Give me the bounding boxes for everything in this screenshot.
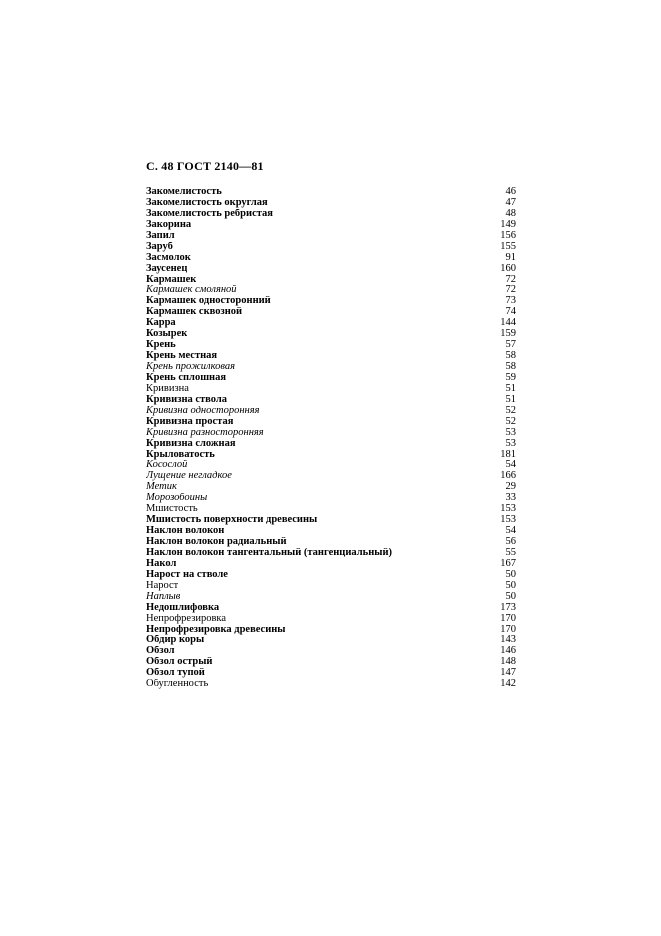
index-term: Засмолок xyxy=(146,252,191,263)
index-term: Крень xyxy=(146,340,176,351)
index-term: Наклон волокон xyxy=(146,526,225,537)
index-entry xyxy=(146,635,516,646)
index-term: Мшистость поверхности древесины xyxy=(146,515,318,526)
index-page-number: 52 xyxy=(505,415,516,427)
index-term: Морозобоины xyxy=(146,493,208,504)
index-term: Заруб xyxy=(146,241,173,252)
index-term: Обдир коры xyxy=(146,635,205,646)
index-term: Крыловатость xyxy=(146,449,215,460)
index-page-number: 181 xyxy=(500,448,516,460)
index-entry xyxy=(146,318,516,329)
index-page-number: 46 xyxy=(505,186,516,197)
index-term: Наклон волокон радиальный xyxy=(146,537,287,547)
index-entry xyxy=(146,231,516,242)
index-term: Кривизна разносторонняя xyxy=(146,427,264,438)
index-entry xyxy=(146,187,516,198)
index-entry xyxy=(146,417,516,428)
index-term: Козырек xyxy=(146,329,188,340)
index-entry xyxy=(146,592,516,603)
index-term: Наклон волокон тангентальный (тангенциальный) xyxy=(146,547,392,558)
index-term: Закомелистость xyxy=(146,187,222,197)
index-entry xyxy=(146,679,516,690)
index-entry xyxy=(146,450,516,461)
index-entry xyxy=(146,264,516,275)
index-page-number: 57 xyxy=(505,339,516,351)
index-page-number: 72 xyxy=(505,284,516,296)
index-term: Нарост xyxy=(146,580,179,591)
index-term: Запил xyxy=(146,230,175,241)
index-entry xyxy=(146,329,516,340)
index-page-number: 166 xyxy=(500,470,516,482)
index-entry xyxy=(146,253,516,264)
index-page-number: 50 xyxy=(505,579,516,591)
index-entry xyxy=(146,625,516,636)
index-entry xyxy=(146,362,516,373)
index-page-number: 33 xyxy=(505,492,516,504)
index-page-number: 53 xyxy=(505,426,516,438)
index-term: Кривизна ствола xyxy=(146,394,228,405)
index-page-number: 156 xyxy=(500,229,516,241)
index-page-number: 48 xyxy=(505,207,516,219)
index-term: Кривизна простая xyxy=(146,416,234,427)
index-entry xyxy=(146,668,516,679)
index-page-number: 51 xyxy=(505,393,516,405)
index-entry xyxy=(146,198,516,209)
page-header: С. 48 ГОСТ 2140—81 xyxy=(146,159,264,173)
index-page-number: 91 xyxy=(505,251,516,263)
index-page-number: 167 xyxy=(500,557,516,569)
index-entry xyxy=(146,428,516,439)
index-page-number: 59 xyxy=(505,371,516,383)
index-term: Закорина xyxy=(146,219,192,230)
index-page-number: 144 xyxy=(500,317,516,329)
index-entry xyxy=(146,220,516,231)
index-entry xyxy=(146,570,516,581)
index-entry xyxy=(146,340,516,351)
index-page-number: 155 xyxy=(500,240,516,252)
index-page-number: 142 xyxy=(500,678,516,690)
index-term: Непрофрезировка xyxy=(146,613,227,624)
index-page-number: 73 xyxy=(505,295,516,307)
index-entry xyxy=(146,285,516,296)
index-entry xyxy=(146,548,516,559)
index-page-number: 29 xyxy=(505,481,516,493)
index-term: Лущение негладкое xyxy=(146,471,232,482)
index-term: Кривизна сложная xyxy=(146,438,236,449)
index-page-number: 170 xyxy=(500,623,516,635)
index-term: Кармашек сквозной xyxy=(146,307,243,318)
index-entry xyxy=(146,559,516,570)
index-page-number: 58 xyxy=(505,361,516,372)
index-entry xyxy=(146,384,516,395)
index-page-number: 173 xyxy=(500,601,516,613)
index-entry xyxy=(146,296,516,307)
index-term: Крень сплошная xyxy=(146,372,227,383)
index-page-number: 47 xyxy=(505,196,516,208)
index-page-number: 143 xyxy=(500,634,516,646)
index-page-number: 170 xyxy=(500,612,516,624)
index-page-number: 54 xyxy=(505,525,516,537)
index-entry xyxy=(146,209,516,220)
index-term: Накол xyxy=(146,558,177,569)
index-term: Обугленность xyxy=(146,679,209,690)
index-term: Кривизна односторонняя xyxy=(146,405,260,416)
index-page-number: 56 xyxy=(505,536,516,547)
index-term: Крень местная xyxy=(146,351,218,362)
index-term: Закомелистость округлая xyxy=(146,197,268,208)
index-page-number: 58 xyxy=(505,350,516,362)
index-page-number: 52 xyxy=(505,404,516,416)
index-entry xyxy=(146,526,516,537)
index-entry xyxy=(146,657,516,668)
index-term: Крень прожилковая xyxy=(146,362,235,372)
index-entry xyxy=(146,515,516,526)
index-page-number: 50 xyxy=(505,568,516,580)
index-term: Недошлифовка xyxy=(146,602,220,613)
index-entry xyxy=(146,242,516,253)
index-entry xyxy=(146,275,516,286)
index-entry xyxy=(146,395,516,406)
index-entry xyxy=(146,614,516,625)
index-page-number: 160 xyxy=(500,262,516,274)
index-page-number: 153 xyxy=(500,514,516,526)
index-page-number: 159 xyxy=(500,328,516,340)
index-entry xyxy=(146,537,516,548)
index-term: Мшистость xyxy=(146,504,198,515)
index-entry xyxy=(146,646,516,657)
index-entry xyxy=(146,504,516,515)
index-term: Кармашек смоляной xyxy=(146,285,237,296)
index-entry xyxy=(146,373,516,384)
index-page-number: 148 xyxy=(500,656,516,668)
index-page-number: 54 xyxy=(505,459,516,471)
index-page-number: 146 xyxy=(500,645,516,657)
index-term: Закомелистость ребристая xyxy=(146,208,273,219)
index-page-number: 72 xyxy=(505,273,516,285)
index-page-number: 74 xyxy=(505,306,516,318)
index-page-number: 149 xyxy=(500,218,516,230)
index-entry xyxy=(146,471,516,482)
index-page-number: 51 xyxy=(505,382,516,394)
index-page-number: 50 xyxy=(505,590,516,602)
index-term: Нарост на стволе xyxy=(146,569,228,580)
index-page-number: 55 xyxy=(505,546,516,558)
index-term: Метик xyxy=(146,482,177,493)
index-term: Наплыв xyxy=(146,591,181,602)
index-entry xyxy=(146,439,516,450)
index-term: Кармашек xyxy=(146,274,197,285)
index-entry xyxy=(146,351,516,362)
index-page-number: 53 xyxy=(505,437,516,449)
index-page-number: 153 xyxy=(500,503,516,515)
index-entry xyxy=(146,406,516,417)
index-term: Обзол xyxy=(146,646,175,657)
index-term: Заусенец xyxy=(146,263,188,274)
index-entry xyxy=(146,460,516,471)
index-term: Кривизна xyxy=(146,383,189,394)
index-entry xyxy=(146,307,516,318)
term-index-list xyxy=(146,187,516,690)
index-term: Карра xyxy=(146,318,176,329)
index-term: Обзол острый xyxy=(146,657,213,668)
index-term: Кармашек односторонний xyxy=(146,296,271,307)
index-page-number: 147 xyxy=(500,667,516,679)
index-entry xyxy=(146,581,516,592)
index-entry xyxy=(146,603,516,614)
index-term: Обзол тупой xyxy=(146,668,205,679)
index-entry xyxy=(146,493,516,504)
index-term: Непрофрезировка древесины xyxy=(146,624,286,635)
index-term: Косослой xyxy=(146,460,188,471)
index-entry xyxy=(146,482,516,493)
